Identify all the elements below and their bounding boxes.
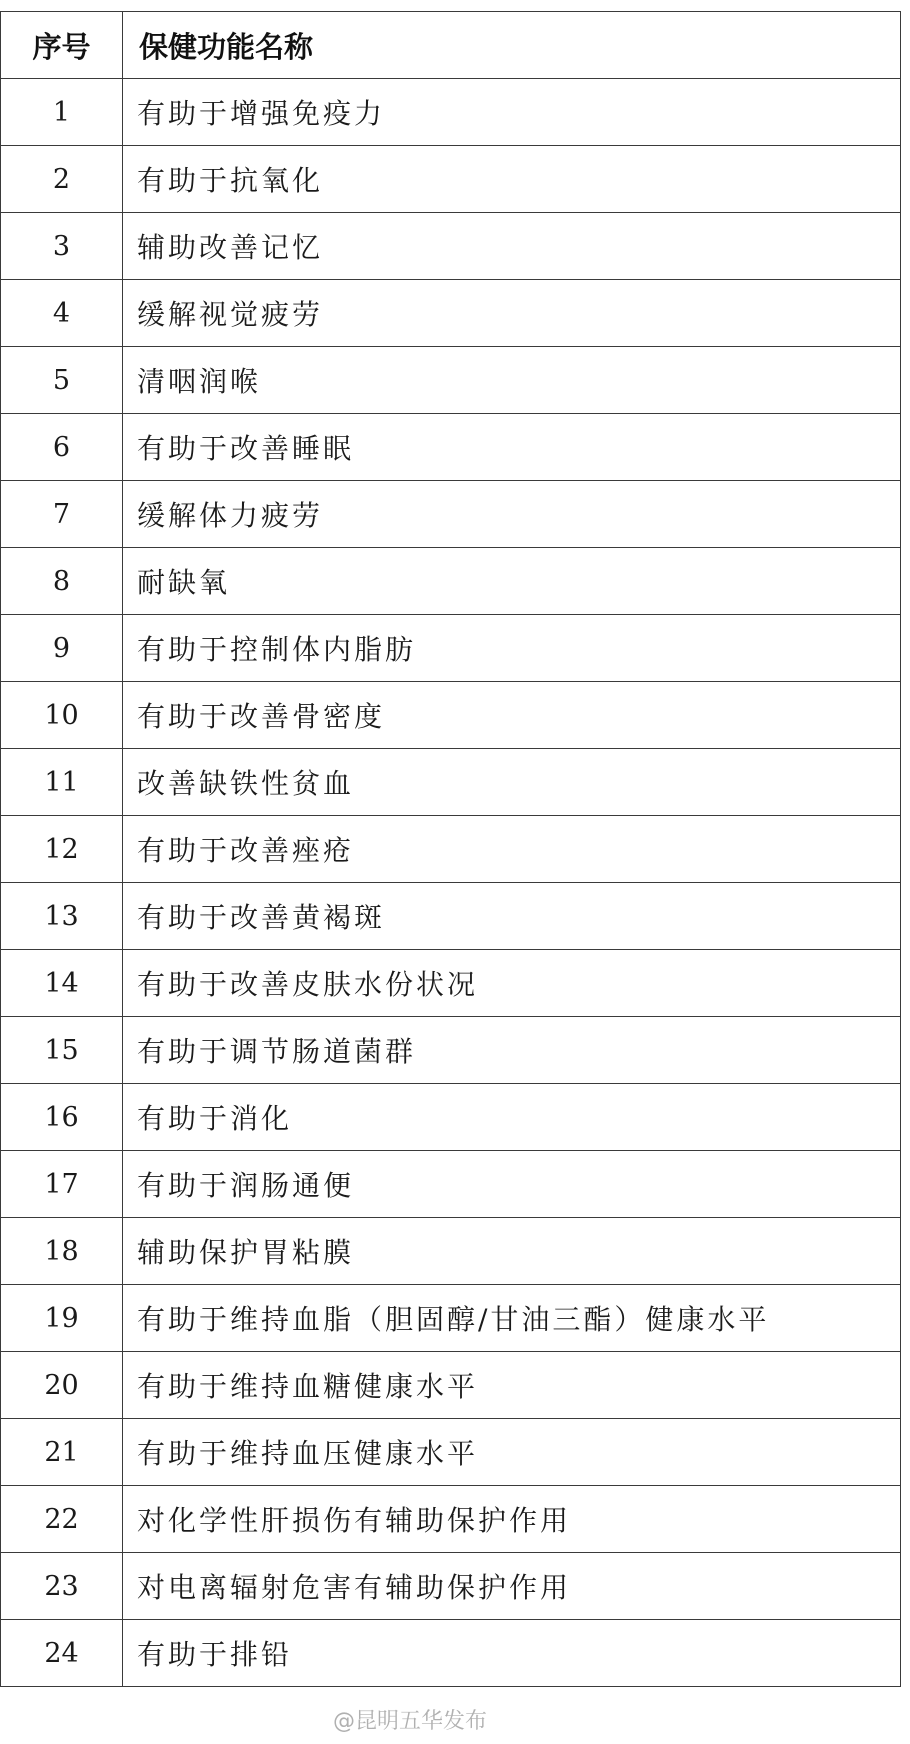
table-row [1, 1151, 901, 1218]
row-number: 2 [1, 146, 123, 213]
table-row [1, 1620, 901, 1687]
table-row [1, 280, 901, 347]
row-number: 6 [1, 414, 123, 481]
row-function-name: 有助于改善骨密度 [123, 682, 901, 749]
row-number: 5 [1, 347, 123, 414]
row-number: 10 [1, 682, 123, 749]
table-row [1, 1352, 901, 1419]
row-function-name: 有助于改善睡眠 [123, 414, 901, 481]
row-number: 16 [1, 1084, 123, 1151]
table-row [1, 347, 901, 414]
row-function-name: 有助于维持血压健康水平 [123, 1419, 901, 1486]
table-row [1, 950, 901, 1017]
row-number: 19 [1, 1285, 123, 1352]
table-row [1, 414, 901, 481]
row-function-name: 耐缺氧 [123, 548, 901, 615]
row-number: 18 [1, 1218, 123, 1285]
row-number: 24 [1, 1620, 123, 1687]
row-number: 21 [1, 1419, 123, 1486]
header-number: 序号 [1, 12, 123, 79]
row-function-name: 有助于消化 [123, 1084, 901, 1151]
row-function-name: 有助于润肠通便 [123, 1151, 901, 1218]
table-row [1, 1084, 901, 1151]
row-number: 22 [1, 1486, 123, 1553]
row-function-name: 有助于增强免疫力 [123, 79, 901, 146]
row-function-name: 改善缺铁性贫血 [123, 749, 901, 816]
table-row [1, 749, 901, 816]
row-function-name: 对化学性肝损伤有辅助保护作用 [123, 1486, 901, 1553]
table-row [1, 883, 901, 950]
row-number: 23 [1, 1553, 123, 1620]
table-row [1, 213, 901, 280]
row-number: 11 [1, 749, 123, 816]
table-row [1, 1419, 901, 1486]
table-row [1, 481, 901, 548]
table-row [1, 615, 901, 682]
table-row [1, 816, 901, 883]
row-function-name: 对电离辐射危害有辅助保护作用 [123, 1553, 901, 1620]
row-function-name: 有助于维持血脂（胆固醇/甘油三酯）健康水平 [123, 1285, 901, 1352]
row-number: 9 [1, 615, 123, 682]
row-function-name: 有助于改善痤疮 [123, 816, 901, 883]
row-function-name: 有助于维持血糖健康水平 [123, 1352, 901, 1419]
row-function-name: 有助于控制体内脂肪 [123, 615, 901, 682]
row-function-name: 缓解视觉疲劳 [123, 280, 901, 347]
row-function-name: 清咽润喉 [123, 347, 901, 414]
row-number: 17 [1, 1151, 123, 1218]
row-function-name: 有助于抗氧化 [123, 146, 901, 213]
row-function-name: 有助于改善皮肤水份状况 [123, 950, 901, 1017]
table-row [1, 1285, 901, 1352]
table-header-row [1, 12, 901, 79]
table-row [1, 146, 901, 213]
row-function-name: 辅助改善记忆 [123, 213, 901, 280]
table-row [1, 79, 901, 146]
table-body [1, 79, 901, 1687]
row-number: 4 [1, 280, 123, 347]
row-number: 12 [1, 816, 123, 883]
row-number: 8 [1, 548, 123, 615]
row-number: 3 [1, 213, 123, 280]
row-function-name: 有助于调节肠道菌群 [123, 1017, 901, 1084]
table-row [1, 682, 901, 749]
row-number: 7 [1, 481, 123, 548]
row-number: 1 [1, 79, 123, 146]
row-number: 14 [1, 950, 123, 1017]
table-row [1, 1486, 901, 1553]
row-function-name: 有助于排铅 [123, 1620, 901, 1687]
health-function-table-container [0, 11, 900, 1687]
row-number: 15 [1, 1017, 123, 1084]
table-row [1, 1017, 901, 1084]
table-row [1, 1218, 901, 1285]
table-row [1, 548, 901, 615]
row-function-name: 缓解体力疲劳 [123, 481, 901, 548]
row-function-name: 辅助保护胃粘膜 [123, 1218, 901, 1285]
table-row [1, 1553, 901, 1620]
watermark: @昆明五华发布 [333, 1709, 488, 1734]
row-number: 13 [1, 883, 123, 950]
row-function-name: 有助于改善黄褐斑 [123, 883, 901, 950]
row-number: 20 [1, 1352, 123, 1419]
header-function-name: 保健功能名称 [123, 12, 901, 79]
health-function-table [0, 11, 901, 1687]
